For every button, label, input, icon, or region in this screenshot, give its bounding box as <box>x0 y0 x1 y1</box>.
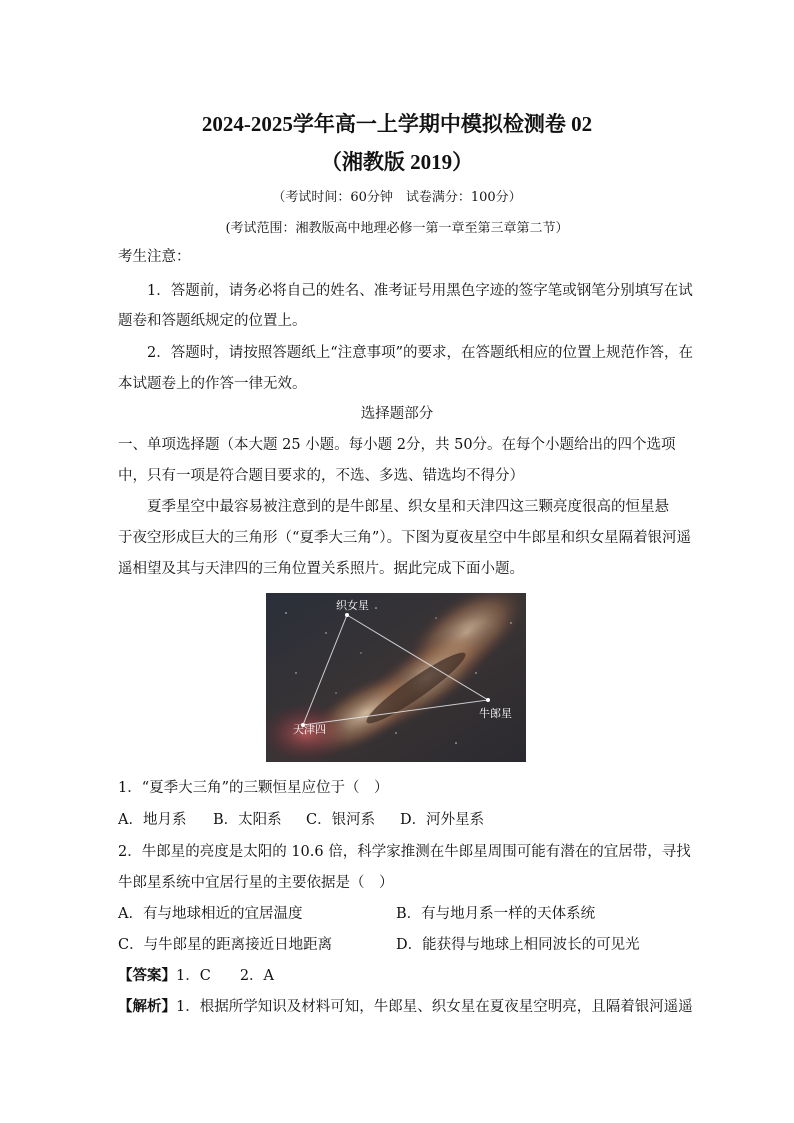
passage-line1: 夏季星空中最容易被注意到的是牛郎星、织女星和天津四这三颗亮度很高的恒星悬 <box>147 499 669 515</box>
exam-scope: (考试范围：湘教版高中地理必修一第一章至第三章第二节） <box>225 221 569 236</box>
analysis-text: 1．根据所学知识及材料可知，牛郎星、织女星在夏夜星空明亮，且隔着银河遥遥 <box>176 999 693 1015</box>
analysis-tag: 【解析】 <box>118 998 176 1015</box>
q1-option-b: B．太阳系 <box>213 812 282 828</box>
vega-star <box>345 613 349 617</box>
part1-line2: 中，只有一项是符合题目要求的，不选、多选、错选均不得分） <box>118 468 524 484</box>
page-subtitle: （湘教版 2019） <box>320 150 474 174</box>
analysis-row <box>118 997 693 1017</box>
section-heading: 选择题部分 <box>360 406 434 422</box>
altair-star <box>486 698 490 702</box>
part1-line1: 一、单项选择题（本大题 25 小题。每小题 2分，共 50分。在每个小题给出的四个选项 <box>118 437 676 453</box>
page-title: 2024-2025学年高一上学期中模拟检测卷 02 <box>201 112 593 136</box>
q1-stem: 1．“夏季大三角”的三颗恒星应位于（ ） <box>118 780 389 796</box>
passage-line3: 遥相望及其与天津四的三角位置关系照片。据此完成下面小题。 <box>118 561 524 577</box>
deneb-label: 天津四 <box>293 723 326 736</box>
q2-option-d: D．能获得与地球上相同波长的可见光 <box>396 937 640 953</box>
notice-1-line1: 1．答题前，请务必将自己的姓名、准考证号用黑色字迹的签字笔或钢笔分别填写在试 <box>147 283 693 299</box>
notice-2-line2: 本试题卷上的作答一律无效。 <box>118 376 307 392</box>
q1-option-c: C．银河系 <box>306 812 376 828</box>
notice-2-line1: 2．答题时，请按照答题纸上“注意事项”的要求，在答题纸相应的位置上规范作答，在 <box>147 345 694 361</box>
altair-label: 牛郎星 <box>479 707 512 720</box>
answer-row <box>118 966 274 986</box>
q2-option-b: B．有与地月系一样的天体系统 <box>396 906 596 922</box>
q2-stem-line1: 2．牛郎星的亮度是太阳的 10.6 倍，科学家推测在牛郎星周围可能有潜在的宜居带，寻找 <box>118 844 691 860</box>
exam-info: （考试时间：60分钟 试卷满分：100分） <box>272 190 522 205</box>
q2-option-c: C．与牛郎星的距离接近日地距离 <box>118 937 333 953</box>
q1-option-d: D．河外星系 <box>400 812 485 828</box>
notice-1-line2: 题卷和答题纸规定的位置上。 <box>118 313 307 329</box>
passage-line2: 于夜空形成巨大的三角形（“夏季大三角”）。下图为夏夜星空中牛郎星和织女星隔着银河遥 <box>118 530 692 546</box>
q1-option-a: A．地月系 <box>118 812 187 828</box>
q2-stem-line2: 牛郎星系统中宜居行星的主要依据是（ ） <box>118 875 394 891</box>
notice-heading: 考生注意： <box>118 249 191 265</box>
answer-text: 1．C 2．A <box>176 968 275 984</box>
q2-option-a: A．有与地球相近的宜居温度 <box>118 906 303 922</box>
answer-tag: 【答案】 <box>118 967 176 984</box>
summer-triangle-photo <box>266 593 526 762</box>
vega-label: 织女星 <box>336 599 369 612</box>
